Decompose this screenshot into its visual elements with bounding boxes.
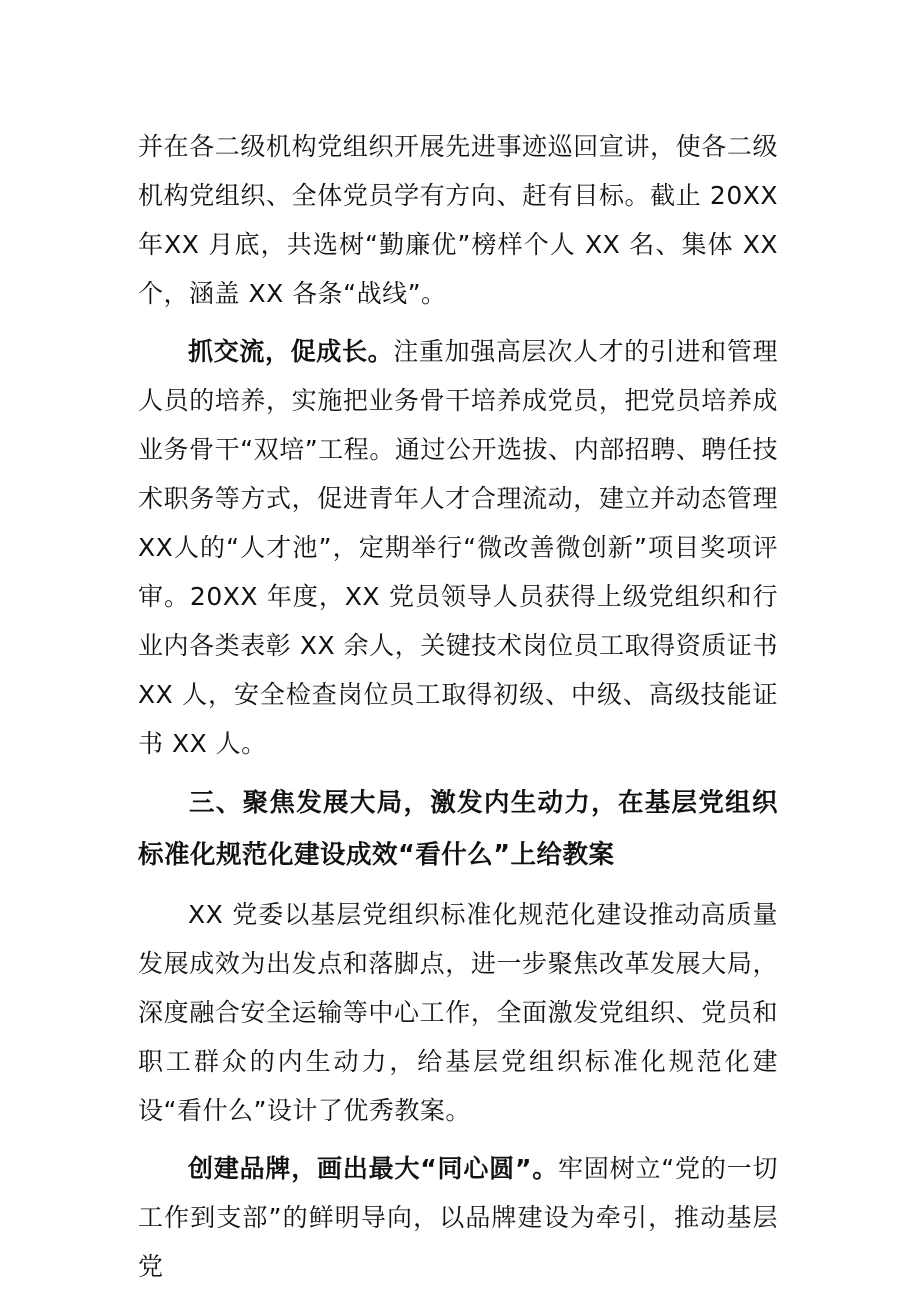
section-heading-text: 三、聚焦发展大局，激发内生动力，在基层党组织标准化规范化建设成效“看什么”上给教案: [138, 788, 778, 870]
paragraph-text: 注重加强高层次人才的引进和管理人员的培养，实施把业务骨干培养成党员，把党员培养成业务骨干“双培”工程。通过公开选拔、内部招聘、聘任技术职务等方式，促进青年人才合理流动，建立并动态管理 XX人的“人才池”，定期举行“微改善微创新”项目奖项评审。20XX 年度，XX 党员领导人员获得上级党组织和行业内各类表彰 XX 余人，关键技术岗位员工取得资质证书 XX 人，安全检查岗位员工取得初级、中级、高级技能证书 XX 人。: [138, 337, 778, 758]
paragraph-brand-building: [138, 1144, 778, 1291]
paragraph-lead: 抓交流，促成长。: [188, 337, 394, 366]
paragraph-text: 并在各二级机构党组织开展先进事迹巡回宣讲，使各二级机构党组织、全体党员学有方向、赶有目标。截止 20XX 年XX 月底，共选树“勤廉优”榜样个人 XX 名、集体 XX 个，涵盖 XX 各条“战线”。: [138, 132, 778, 308]
paragraph-lead: 创建品牌，画出最大“同心圆”。: [188, 1154, 559, 1183]
paragraph-section-intro: [138, 890, 778, 1135]
paragraph-continuation: [138, 122, 778, 318]
document-body: [138, 122, 778, 1291]
section-heading-three: [138, 777, 778, 881]
paragraph-talent-exchange: [138, 327, 778, 768]
paragraph-text: 牢固树立“党的一切工作到支部”的鲜明导向，以品牌建设为牵引，推动基层党: [138, 1154, 778, 1281]
paragraph-text: XX 党委以基层党组织标准化规范化建设推动高质量发展成效为出发点和落脚点，进一步聚焦改革发展大局，深度融合安全运输等中心工作，全面激发党组织、党员和职工群众的内生动力，给基层党组织标准化规范化建设“看什么”设计了优秀教案。: [138, 900, 778, 1125]
